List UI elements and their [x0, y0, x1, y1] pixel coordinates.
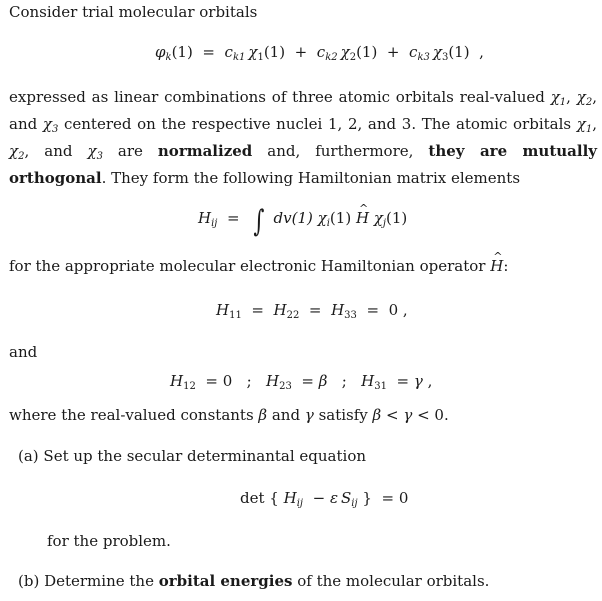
equation-offdiagonal-elements: $H_{12} = 0$ ; $H_{23} = \beta$ ; $H_{31} = \gamma$ , — [170, 372, 433, 392]
equation-secular-determinant: det { $H_{ij} - \varepsilon$ $S_{ij}$ } = 0 — [240, 489, 409, 509]
for-problem-text: for the problem. — [47, 532, 171, 550]
part-a-text: (a) Set up the secular determinantal equation — [18, 447, 367, 465]
bold-normalized: normalized — [157, 142, 253, 160]
bold-orbital-energies: orbital energies — [158, 572, 293, 590]
integral-sign: ∫ — [253, 204, 265, 239]
paragraph-atomic-orbitals: expressed as linear combinations of three atomic orbitals real-valued $\chi_1$, $\chi_2$, and $\chi_3$ centered on the respective nuclei 1, 2, and 3. The atomic orbitals $\chi_1$, $\chi_2$, and $\chi_3$ are normalized and, furthermore, they are mutually orthogonal. They form the following Hamiltonian matrix elements — [9, 88, 597, 187]
paragraph-hamiltonian-operator: for the appropriate molecular electronic Hamiltonian operator ^ H: — [9, 256, 508, 276]
paragraph-constants: where the real-valued constants β and γ satisfy β < γ < 0. — [9, 406, 449, 424]
equation-hamiltonian-element: $H_{ij}$ = ∫ dv(1) $\chi_i(1)$ ^ H $\chi_j(1)$ — [198, 206, 407, 234]
bold-orthogonal: they are mutually orthogonal — [9, 142, 597, 187]
equation-trial-orbital: $\varphi_k(1) = c_{k1}$ $\chi_1(1) + c_{k2}$ $\chi_2(1) + c_{k3}$ $\chi_3(1)$ , — [155, 43, 484, 63]
and-text: and — [9, 343, 38, 361]
equation-diagonal-elements: $H_{11} = H_{22} = H_{33} = 0$ , — [216, 301, 408, 321]
part-b-text: (b) Determine the orbital energies of the molecular orbitals. — [18, 572, 490, 590]
intro-text: Consider trial molecular orbitals — [9, 3, 258, 21]
